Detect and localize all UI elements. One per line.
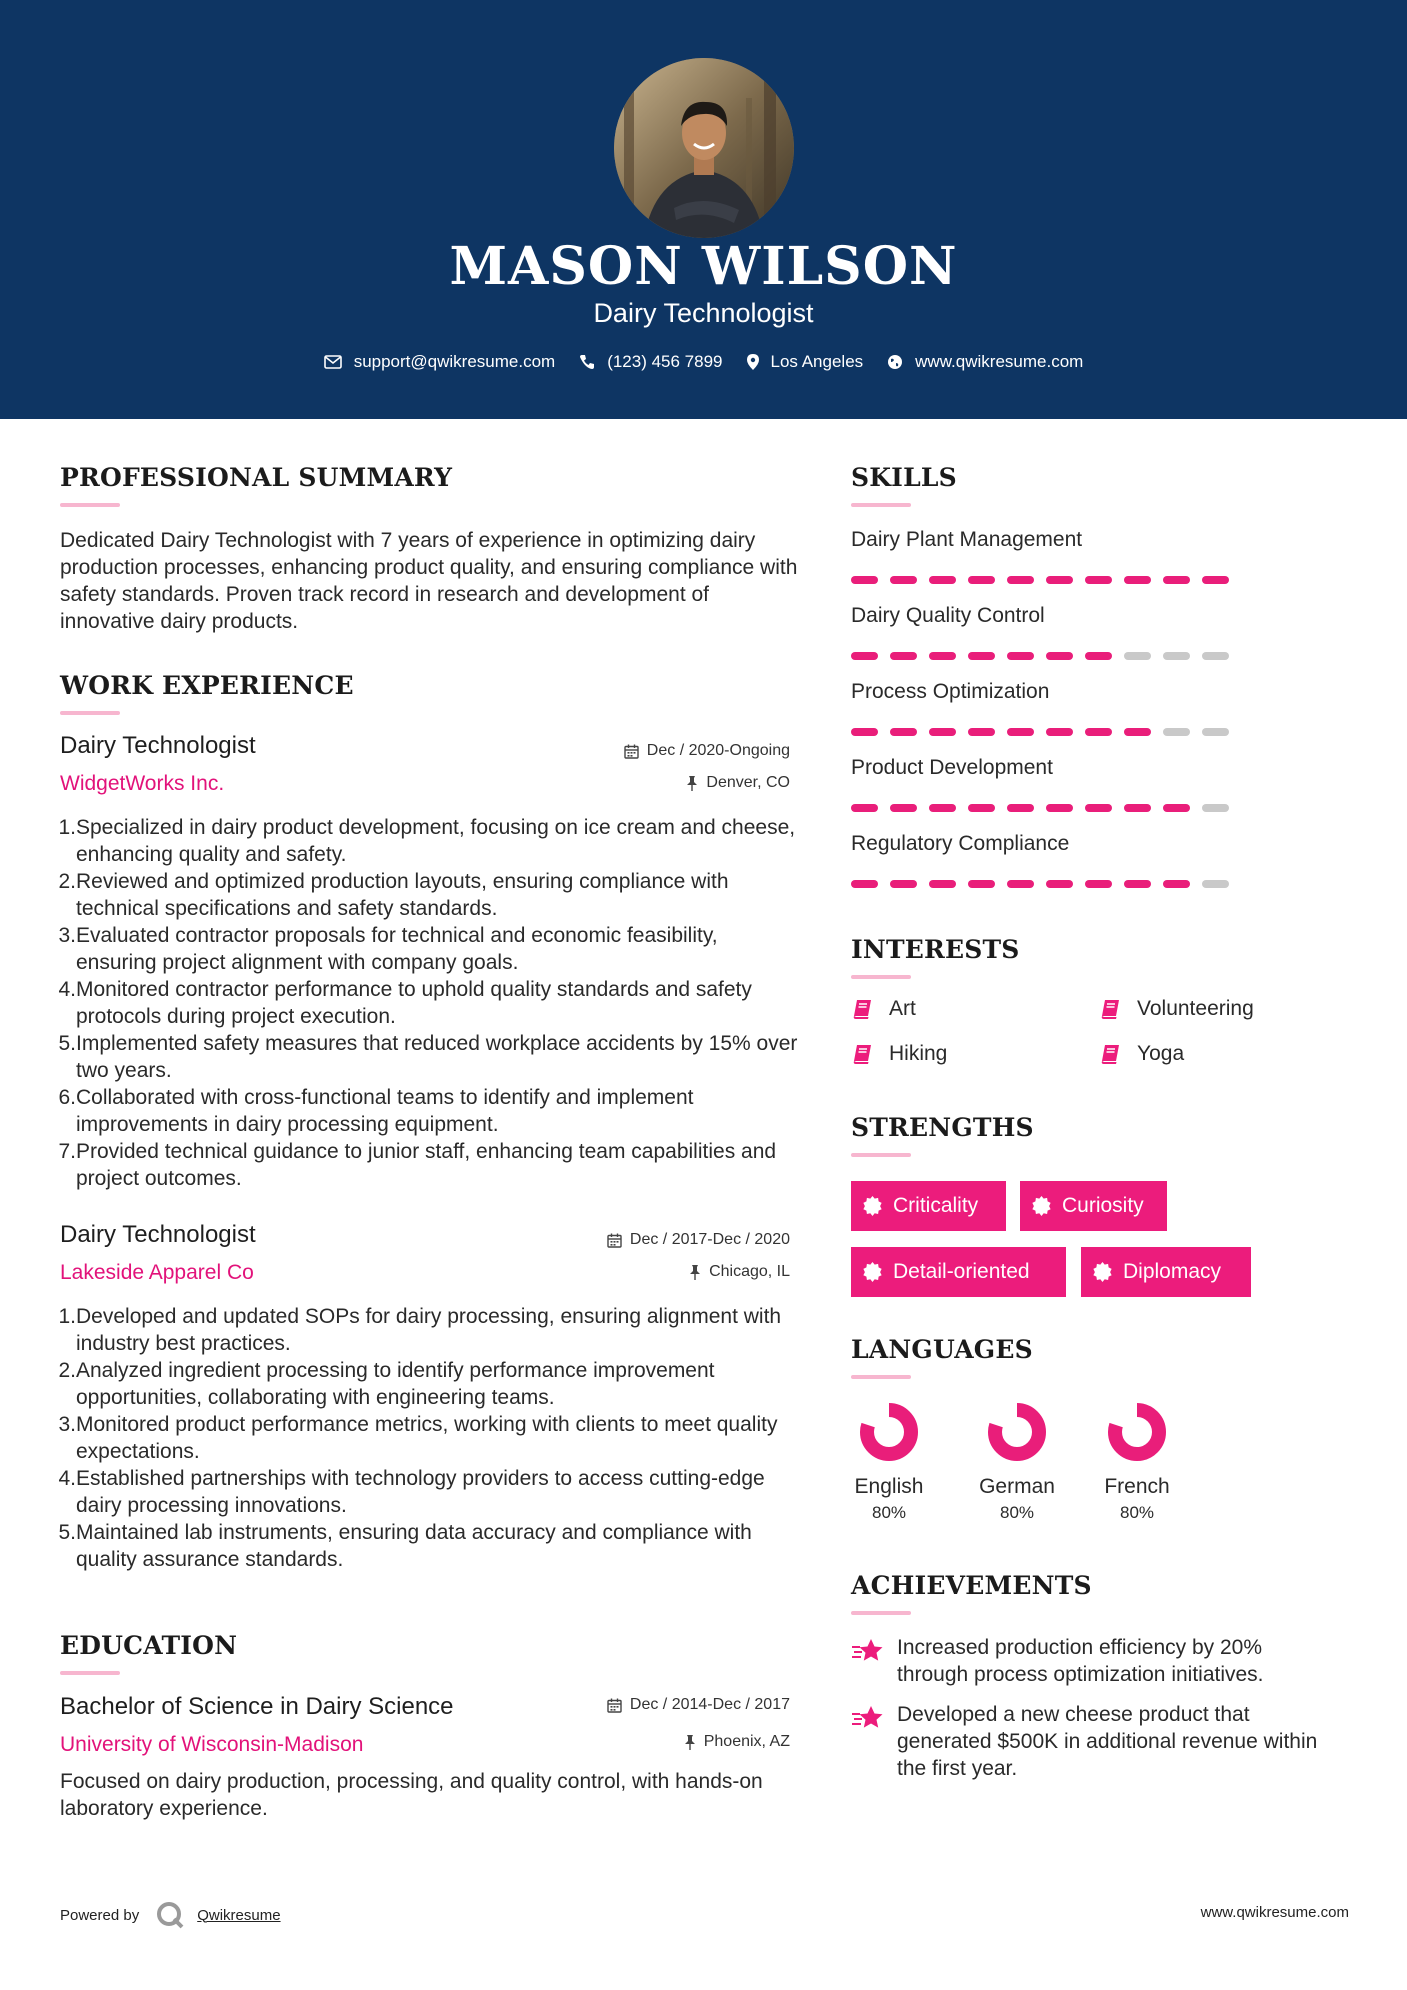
contact-location [747,352,864,372]
job-2-company: Lakeside Apparel Co [60,1261,254,1284]
footer-website[interactable]: www.qwikresume.com [1200,1904,1349,1921]
achievements-heading: ACHIEVEMENTS [851,1571,1092,1600]
skill-segment-empty [1202,880,1229,888]
skill-segment-filled [890,576,917,584]
job-2-dates-text: Dec / 2017-Dec / 2020 [629,1231,790,1248]
list-item: 7. Provided technical guidance to junior staff, enhancing team capabilities and project outcomes. [58,1140,777,1190]
skill-segment-filled [1163,576,1190,584]
skills-heading: SKILLS [851,463,957,492]
skill-segment-filled [1124,576,1151,584]
skill-name: Product Development [851,756,1053,779]
skill-segment-filled [968,652,995,660]
skill-segment-filled [1085,804,1112,812]
skill-name: Process Optimization [851,680,1050,703]
skill-segment-filled [968,880,995,888]
book-icon [851,998,873,1020]
education-text: Focused on dairy production, processing, and quality control, with hands-on laboratory experience. [60,1770,763,1820]
job-2-dates [607,1231,790,1249]
interest-label: Yoga [1137,1042,1185,1065]
language-percent: 80% [871,1503,907,1522]
list-item: 1. Developed and updated SOPs for dairy processing, ensuring alignment with industry best practices. [58,1305,782,1355]
pushpin-icon [686,776,698,791]
skill-segment-filled [929,728,956,736]
list-item: 6. Collaborated with cross-functional teams to identify and implement improvements in dairy processing equipment. [58,1086,694,1136]
strength-chip [851,1181,1006,1231]
summary-text: Dedicated Dairy Technologist with 7 years of experience in optimizing dairy production processes, enhancing product quality, and ensuring compliance with safety standards. Proven track record in research and development of innovative dairy products. [60,529,798,633]
skill-segment-filled [929,804,956,812]
education-heading: EDUCATION [60,1631,238,1660]
interest-volunteering [1099,997,1254,1021]
language-name: German [979,1475,1055,1498]
skill-segment-filled [851,576,878,584]
list-item: 5. Maintained lab instruments, ensuring data accuracy and compliance with quality assurance standards. [58,1521,752,1571]
interest-label: Volunteering [1137,997,1254,1020]
skill-segment-empty [1202,652,1229,660]
language-item [967,1400,1067,1523]
skill-segment-filled [851,728,878,736]
language-proficiency-arc [995,1410,1039,1454]
skill-segment-filled [1202,576,1229,584]
skill-segment-filled [968,576,995,584]
contact-row [0,352,1407,372]
skill-segment-filled [1085,652,1112,660]
languages-heading: LANGUAGES [851,1335,1033,1364]
summary-heading: PROFESSIONAL SUMMARY [60,463,453,492]
interests-rule [851,975,911,979]
language-item [1087,1400,1187,1523]
experience-rule [60,711,120,715]
interest-art [851,997,916,1021]
skill-level-bar [851,880,1229,888]
skill-segment-filled [890,652,917,660]
skill-segment-filled [1085,576,1112,584]
languages-rule [851,1375,911,1379]
skill-segment-filled [851,652,878,660]
language-proficiency-arc [1115,1410,1159,1454]
education-location-text: Phoenix, AZ [703,1733,790,1750]
strength-chip [1081,1247,1251,1297]
star-icon [851,1638,885,1664]
language-ring [1105,1400,1169,1464]
powered-by-label: Powered by [60,1906,140,1924]
skill-segment-filled [1124,728,1151,736]
interest-label: Hiking [889,1042,948,1065]
list-item: 3. Evaluated contractor proposals for technical and economic feasibility, ensuring project alignment with company goals. [58,924,718,974]
language-ring [857,1400,921,1464]
skill-name: Dairy Quality Control [851,604,1045,627]
skill-segment-filled [851,880,878,888]
strengths-heading: STRENGTHS [851,1113,1034,1142]
strengths-rule [851,1153,911,1157]
list-item: 4. Established partnerships with technology providers to access cutting-edge dairy processing innovations. [58,1467,765,1517]
job-2-bullets [58,1303,803,1573]
list-item: 2. Analyzed ingredient processing to identify performance improvement opportunities, collaborating with engineering teams. [58,1359,715,1409]
footer-powered [60,1900,281,1930]
interests-heading: INTERESTS [851,935,1020,964]
skill-name: Dairy Plant Management [851,528,1083,551]
star-icon [851,1705,885,1731]
book-icon [1099,1043,1121,1065]
job-1-title: Dairy Technologist [60,732,256,759]
phone-icon [579,354,595,370]
skill-segment-filled [1046,728,1073,736]
skill-segment-filled [1124,880,1151,888]
badge-icon [1032,1196,1052,1216]
language-proficiency-arc [867,1410,911,1454]
experience-heading: WORK EXPERIENCE [60,671,354,700]
skill-segment-filled [929,880,956,888]
qwikresume-logo-icon [155,1900,185,1930]
calendar-icon [607,1233,622,1248]
job-1-dates-text: Dec / 2020-Ongoing [646,742,790,759]
skill-segment-filled [890,880,917,888]
skill-segment-filled [1007,804,1034,812]
strength-label: Curiosity [1062,1194,1144,1217]
phone-text: (123) 456 7899 [607,352,723,371]
skill-segment-filled [1007,880,1034,888]
skill-segment-filled [1163,880,1190,888]
pushpin-icon [689,1265,701,1280]
skill-name: Regulatory Compliance [851,832,1070,855]
strength-label: Detail-oriented [893,1260,1030,1283]
skill-segment-filled [1007,652,1034,660]
skill-segment-filled [1046,576,1073,584]
book-icon [851,1043,873,1065]
pushpin-icon [684,1735,696,1750]
badge-icon [863,1262,883,1282]
location-text: Los Angeles [770,352,864,371]
skill-segment-filled [890,728,917,736]
strength-label: Diplomacy [1123,1260,1222,1283]
achievement-text: Increased production efficiency by 20% through process optimization initiatives. [897,1636,1264,1686]
strength-chip [851,1247,1066,1297]
language-name: English [854,1475,924,1498]
skill-segment-filled [929,652,956,660]
language-percent: 80% [999,1503,1035,1522]
profile-photo [614,58,794,238]
list-item: 2. Reviewed and optimized production layouts, ensuring compliance with technical specifications and safety standards. [58,870,729,920]
job-2-location-text: Chicago, IL [709,1263,790,1280]
candidate-name: MASON WILSON [449,236,958,297]
school-name: University of Wisconsin-Madison [60,1733,364,1756]
qwikresume-link[interactable]: Qwikresume [197,1906,281,1924]
language-percent: 80% [1119,1503,1155,1522]
language-ring [985,1400,1049,1464]
skill-segment-filled [851,804,878,812]
skill-segment-empty [1202,728,1229,736]
job-2-location [689,1263,790,1281]
degree-title: Bachelor of Science in Dairy Science [60,1693,454,1720]
badge-icon [863,1196,883,1216]
skill-segment-empty [1124,652,1151,660]
skill-segment-filled [968,728,995,736]
list-item: 5. Implemented safety measures that reduced workplace accidents by 15% over two years. [58,1032,798,1082]
contact-phone[interactable] [579,352,722,372]
skill-segment-filled [890,804,917,812]
job-1-location [686,774,790,792]
skill-level-bar [851,804,1229,812]
education-rule [60,1671,120,1675]
skill-segment-filled [1085,728,1112,736]
achievement-text: Developed a new cheese product that generated $500K in additional revenue within the first year. [897,1703,1318,1780]
interest-hiking [851,1042,947,1066]
badge-icon [1093,1262,1113,1282]
globe-icon [887,354,903,370]
skill-segment-filled [1046,804,1073,812]
skill-segment-empty [1163,652,1190,660]
skill-segment-filled [1124,804,1151,812]
book-icon [1099,998,1121,1020]
skill-level-bar [851,576,1229,584]
skill-segment-filled [1163,804,1190,812]
interest-label: Art [889,997,916,1020]
interest-yoga [1099,1042,1184,1066]
skill-segment-filled [1085,880,1112,888]
education-location [684,1733,790,1751]
education-dates-text: Dec / 2014-Dec / 2017 [629,1696,790,1713]
calendar-icon [607,1698,622,1713]
website-text: www.qwikresume.com [915,352,1084,371]
skill-segment-filled [1046,880,1073,888]
calendar-icon [624,744,639,759]
education-dates [607,1696,790,1714]
job-1-bullets [58,814,803,1192]
job-1-dates [624,742,790,760]
achievements-rule [851,1611,911,1615]
list-item: 3. Monitored product performance metrics, working with clients to meet quality expectations. [58,1413,778,1463]
envelope-icon [324,355,342,369]
map-pin-icon [747,354,759,370]
achievement-item [851,1701,1331,1782]
skills-rule [851,503,911,507]
job-1-location-text: Denver, CO [706,774,790,791]
language-name: French [1104,1475,1170,1498]
skill-segment-filled [1007,728,1034,736]
language-item [839,1400,939,1523]
list-item: 1. Specialized in dairy product development, focusing on ice cream and cheese, enhancing quality and safety. [58,816,796,866]
list-item: 4. Monitored contractor performance to uphold quality standards and safety protocols during project execution. [58,978,752,1028]
email-text: support@qwikresume.com [353,352,556,371]
job-1-company: WidgetWorks Inc. [60,772,225,795]
skill-segment-filled [1007,576,1034,584]
skill-level-bar [851,728,1229,736]
contact-email[interactable] [324,352,556,372]
strength-label: Criticality [893,1194,979,1217]
profile-photo-image [614,58,794,238]
job-2-title: Dairy Technologist [60,1221,256,1248]
achievement-item [851,1634,1331,1688]
candidate-role: Dairy Technologist [593,298,814,328]
contact-website[interactable] [887,352,1083,372]
summary-rule [60,503,120,507]
skill-segment-empty [1202,804,1229,812]
strength-chip [1020,1181,1167,1231]
skill-segment-filled [1046,652,1073,660]
skill-segment-filled [968,804,995,812]
skill-segment-empty [1163,728,1190,736]
skill-level-bar [851,652,1229,660]
resume-header [0,0,1407,419]
skill-segment-filled [929,576,956,584]
